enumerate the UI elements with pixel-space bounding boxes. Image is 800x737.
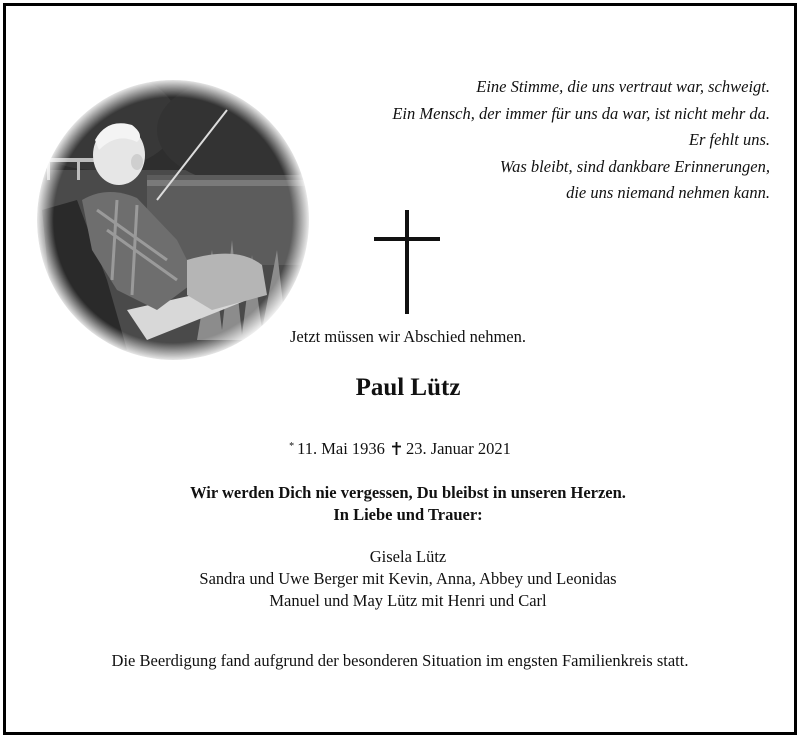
birth-date: 11. Mai 1936 <box>297 439 385 458</box>
mourner-entry: Gisela Lütz <box>369 547 447 566</box>
poem <box>310 74 770 207</box>
funeral-note: Die Beerdigung fand aufgrund der besonderen Situation im engsten Familienkreis statt. <box>111 651 689 670</box>
memorial-message <box>0 482 800 526</box>
mourner-entry: Sandra und Uwe Berger mit Kevin, Anna, Abbey und Leonidas <box>199 569 617 588</box>
poem-line: die uns niemand nehmen kann. <box>566 183 770 202</box>
life-dates <box>0 439 800 459</box>
poem-line: Eine Stimme, die uns vertraut war, schweigt. <box>476 77 770 96</box>
poem-line: Was bleibt, sind dankbare Erinnerungen, <box>499 156 770 176</box>
mourners-list <box>0 546 800 612</box>
birth-star-icon: * <box>289 441 295 452</box>
portrait-photo <box>37 80 309 360</box>
deceased-name-text: Paul Lütz <box>355 374 461 401</box>
poem-line: Ein Mensch, der immer für uns da war, ist nicht mehr da. <box>392 103 770 123</box>
farewell-intro <box>0 327 800 347</box>
death-cross-icon <box>392 442 401 455</box>
memorial-message-line: In Liebe und Trauer: <box>333 505 483 524</box>
cross-icon <box>374 210 440 314</box>
memorial-message-line: Wir werden Dich nie vergessen, Du bleibst in unseren Herzen. <box>190 483 626 502</box>
deceased-name <box>0 374 800 402</box>
death-date: 23. Januar 2021 <box>405 439 511 458</box>
mourner-entry: Manuel und May Lütz mit Henri und Carl <box>269 591 547 610</box>
portrait-photo-image <box>37 80 309 360</box>
farewell-intro-text: Jetzt müssen wir Abschied nehmen. <box>290 327 526 346</box>
poem-line: Er fehlt uns. <box>688 130 770 149</box>
